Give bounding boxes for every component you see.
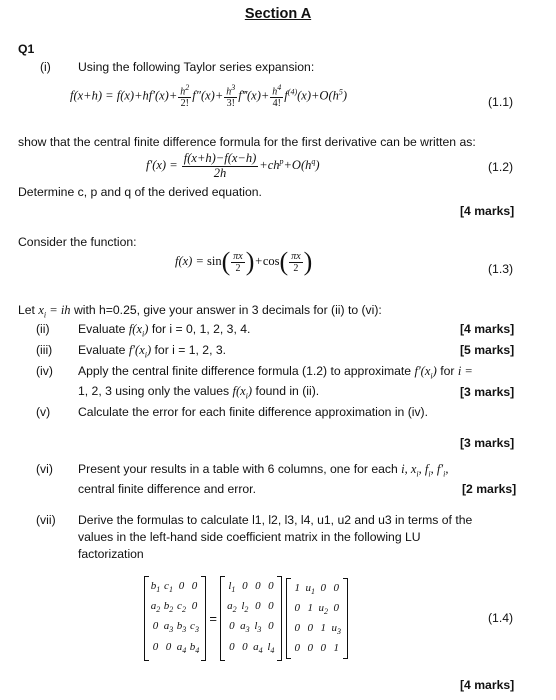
- part-iv-line1: Apply the central finite difference formula (1.2) to approximate $f'(x_i)$ for i =: [78, 364, 473, 381]
- marks-part-ii: [4 marks]: [460, 322, 515, 336]
- show-text: show that the central finite difference formula for the first derivative can be written as:: [18, 135, 476, 149]
- taylor-series-equation: f(x+h) = f(x)+hf′(x)+ $\frac{h^2}{2!}$ f″(x)+ $\frac{h^3}{3!}$ f‴(x)+ $\frac{h^4}{4!}$ $f^{(4)}(x)+O(h^5)$: [70, 83, 348, 110]
- marks-part-vii: [4 marks]: [460, 678, 515, 692]
- lu-factorization-equation: $b_1$ $c_1$ 0 0 $a_2$ $b_2$ $c_2$ 0 0 $a_3$ $b_3$ $c_3$ 0 0 $a_4$ $b_4$ = $l_1$ 0 0 0 $a_2$ $l_2$ 0 0 0 $a_3$ $l_3$ 0 0 0 $a_4$ $l_4$ 1 $u_1$ 0 0 0 1 $u_2$ 0 0 0 1 $u_3$ 0 0 0 1: [144, 576, 348, 661]
- eq-number-1-3: (1.3): [488, 262, 514, 276]
- eq-number-1-4: (1.4): [488, 611, 514, 625]
- part-vii-line1: Derive the formulas to calculate l1, l2, l3, l4, u1, u2 and u3 in terms of the: [78, 513, 473, 527]
- marks-part-v: [3 marks]: [460, 436, 515, 450]
- let-line: Let $x_i$ = ih with h=0.25, give your answer in 3 decimals for (ii) to (vi):: [18, 303, 382, 320]
- part-vi-line2: central finite difference and error.: [78, 482, 256, 496]
- part-ii-label: (ii): [36, 322, 50, 336]
- part-vii-line2: values in the left-hand side coefficient matrix in the following LU: [78, 530, 421, 544]
- part-iv-line2: 1, 2, 3 using only the values $f(x_i)$ found in (ii).: [78, 384, 320, 401]
- lower-matrix: $l_1$ 0 0 0 $a_2$ $l_2$ 0 0 0 $a_3$ $l_3$ 0 0 0 $a_4$ $l_4$: [220, 576, 282, 661]
- coefficient-matrix: $b_1$ $c_1$ 0 0 $a_2$ $b_2$ $c_2$ 0 0 $a_3$ $b_3$ $c_3$ 0 0 $a_4$ $b_4$: [144, 576, 206, 661]
- part-v-text: Calculate the error for each finite difference approximation in (iv).: [78, 405, 428, 419]
- part-vii-line3: factorization: [78, 547, 144, 561]
- part-v-label: (v): [36, 405, 51, 419]
- part-vi-line1: Present your results in a table with 6 columns, one for each i, $x_i$, $f_i$, $f'_i$,: [78, 462, 449, 479]
- section-title: Section A: [244, 6, 312, 22]
- part-i-intro: Using the following Taylor series expansion:: [78, 60, 315, 74]
- part-iii-label: (iii): [36, 343, 53, 357]
- part-iv-label: (iv): [36, 364, 53, 378]
- determine-text: Determine c, p and q of the derived equation.: [18, 185, 262, 199]
- marks-part-vi: [2 marks]: [462, 482, 517, 496]
- central-difference-equation: f′(x) = $\frac{f(x+h)-f(x-h)}{2h}$ $+ch^p+O(h^q)$: [146, 151, 320, 180]
- marks-part-iv: [3 marks]: [460, 385, 515, 399]
- function-equation: f(x) = sin( $\frac{\pi x}{2}$ )+cos( $\frac{\pi x}{2}$ ): [175, 247, 313, 276]
- consider-text: Consider the function:: [18, 235, 137, 249]
- eq-number-1-2: (1.2): [488, 160, 514, 174]
- part-ii-text: Evaluate $f(x_i)$ for i = 0, 1, 2, 3, 4.: [78, 322, 251, 339]
- marks-part-iii: [5 marks]: [460, 343, 515, 357]
- eq-number-1-1: (1.1): [488, 95, 514, 109]
- part-iii-text: Evaluate $f'(x_i)$ for i = 1, 2, 3.: [78, 343, 227, 360]
- marks-part-i: [4 marks]: [460, 204, 515, 218]
- upper-matrix: 1 $u_1$ 0 0 0 1 $u_2$ 0 0 0 1 $u_3$ 0 0 0 1: [286, 578, 348, 660]
- part-vii-label: (vii): [36, 513, 56, 527]
- part-vi-label: (vi): [36, 462, 53, 476]
- question-label: Q1: [18, 42, 35, 56]
- part-i-label: (i): [40, 60, 51, 74]
